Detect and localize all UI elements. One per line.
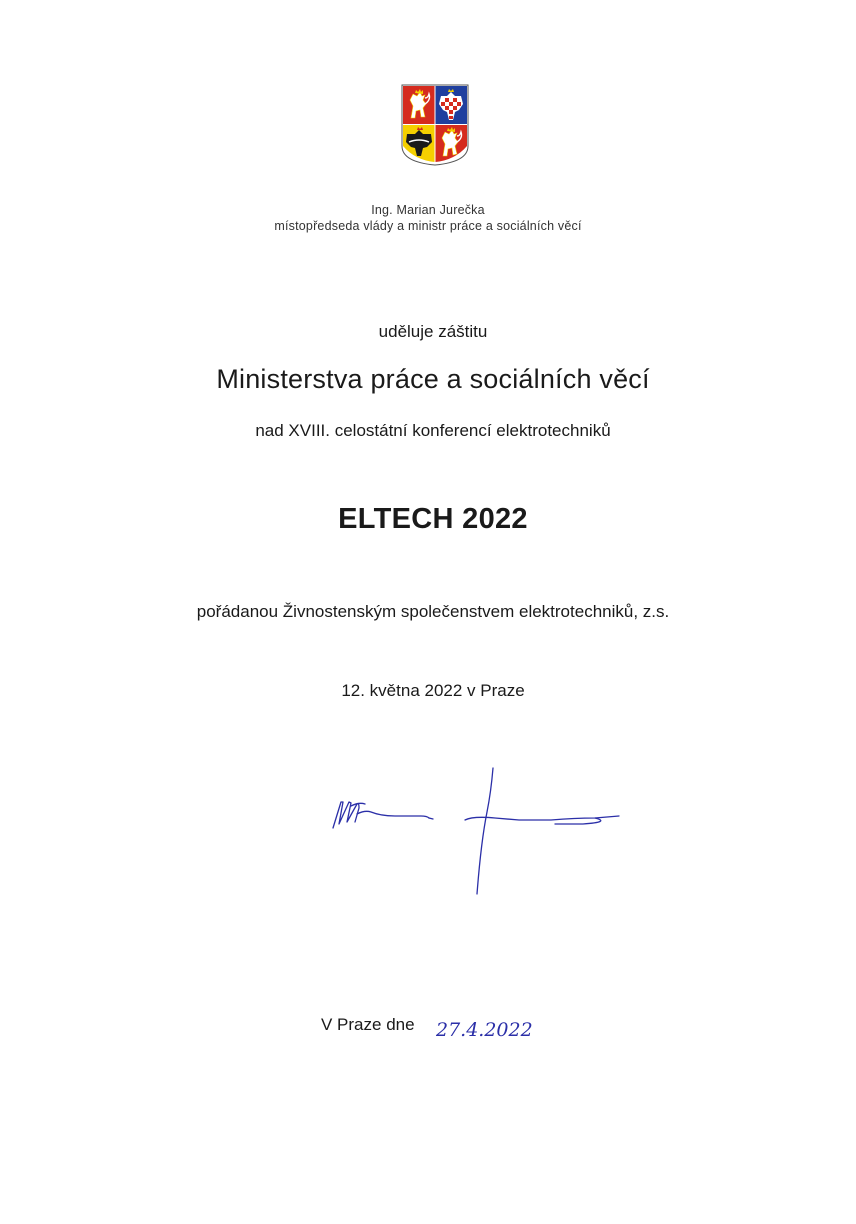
event-date-line: 12. května 2022 v Praze [341, 681, 525, 700]
czech-coat-of-arms-icon [401, 84, 469, 166]
issuer-role: místopředseda vlády a ministr práce a sociálních věcí [274, 219, 582, 233]
grants-patronage-line: uděluje záštitu [378, 322, 488, 341]
signature-image [325, 762, 630, 902]
signed-date-text: 27.4.2022 [436, 1019, 533, 1041]
event-title: ELTECH 2022 [338, 503, 528, 535]
ministry-heading: Ministerstva práce a sociálních věcí [216, 364, 650, 394]
organizer-line: pořádanou Živnostenským společenstvem elektrotechniků, z.s. [196, 602, 670, 621]
handwritten-date [434, 1010, 534, 1044]
signed-date [434, 1010, 534, 1044]
signed-place-label: V Praze dne [321, 1015, 415, 1034]
conference-line: nad XVIII. celostátní konferencí elektrotechniků [255, 421, 611, 440]
issuer-name: Ing. Marian Jurečka [371, 203, 485, 217]
